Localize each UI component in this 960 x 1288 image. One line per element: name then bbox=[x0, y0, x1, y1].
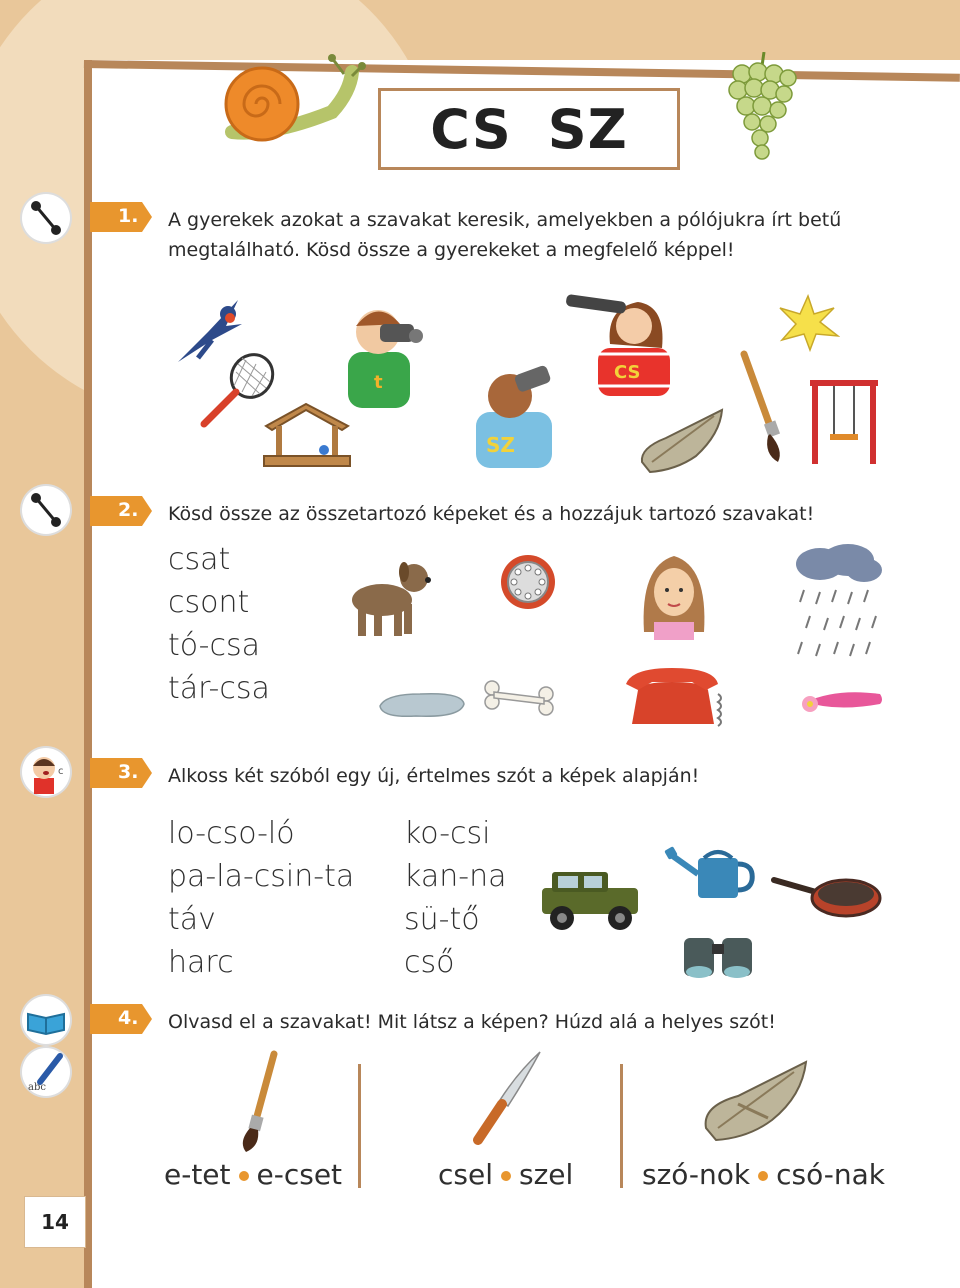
choice-word-ecset[interactable]: e-cset bbox=[256, 1158, 343, 1191]
word-tar-csa: tár-csa bbox=[168, 671, 270, 706]
frame-left-line bbox=[84, 60, 92, 1288]
task4-text: Olvasd el a szavakat! Mit látsz a képen? Húzd alá a helyes szót! bbox=[168, 1011, 776, 1033]
task-number-badge bbox=[90, 758, 154, 788]
task3-text: Alkoss két szóból egy új, értelmes szót a képek alapján! bbox=[168, 765, 700, 787]
task3-word-column-1 bbox=[168, 812, 354, 984]
word-tav: táv bbox=[168, 902, 216, 937]
word-kanna: kan-na bbox=[404, 859, 507, 894]
column-divider bbox=[358, 1064, 361, 1188]
task1-text-line1: A gyerekek azokat a szavakat keresik, amelyekben a pólójukra írt betű bbox=[168, 209, 842, 231]
word-csat: csat bbox=[168, 542, 231, 577]
swing-icon bbox=[804, 376, 884, 464]
separator-dot bbox=[501, 1171, 511, 1181]
column-divider bbox=[620, 1064, 623, 1188]
watering-can-icon bbox=[664, 844, 756, 900]
choice-word-szel[interactable]: szel bbox=[519, 1158, 574, 1191]
book-icon bbox=[22, 996, 70, 1044]
task-number-badge bbox=[90, 1004, 154, 1034]
choice-word-csel[interactable]: csel bbox=[438, 1158, 493, 1191]
separator-dot bbox=[758, 1171, 768, 1181]
bird-feeder-icon bbox=[258, 400, 354, 472]
binoculars-icon bbox=[678, 924, 760, 980]
task-number: 2. bbox=[118, 499, 139, 521]
word-to-csa: tó-csa bbox=[168, 628, 261, 663]
task3-instruction bbox=[168, 761, 699, 791]
word-harc: harc bbox=[168, 945, 234, 980]
task1-instruction bbox=[168, 205, 841, 265]
shirt-letter-cs: CS bbox=[614, 362, 641, 383]
word-locsolo: lo-cso-ló bbox=[168, 816, 295, 851]
rowing-boat-icon bbox=[698, 1056, 812, 1144]
choice-word-csonak[interactable]: csó-nak bbox=[776, 1158, 885, 1191]
task2-instruction bbox=[168, 499, 814, 529]
choice-pair-3 bbox=[642, 1158, 885, 1191]
rotary-dial-icon bbox=[498, 552, 558, 612]
task-number-badge bbox=[90, 202, 154, 232]
task1-text-line2: megtalálható. Kösd össze a gyerekeket a megfelelő képpel! bbox=[168, 239, 735, 261]
rain-cloud-icon bbox=[790, 542, 886, 666]
svg-text:abc: abc bbox=[28, 1082, 46, 1093]
hair-clip-icon bbox=[796, 684, 886, 714]
shirt-letter-t: t bbox=[374, 372, 383, 393]
puddle-icon bbox=[376, 688, 468, 722]
task3-word-column-2 bbox=[404, 812, 506, 984]
boy-t-binoculars bbox=[340, 296, 426, 408]
task-number-badge bbox=[90, 496, 154, 526]
choice-pair-1 bbox=[164, 1158, 342, 1191]
task-number: 3. bbox=[118, 761, 139, 783]
title-sz: SZ bbox=[547, 97, 628, 161]
rowing-boat-icon bbox=[636, 404, 728, 476]
speaking-child-icon bbox=[22, 748, 70, 796]
snail-icon bbox=[212, 52, 372, 142]
word-kocsi: ko-csi bbox=[404, 816, 491, 851]
page-number: 14 bbox=[24, 1196, 86, 1248]
girl-cs-telescope bbox=[566, 288, 676, 396]
choice-pair-2 bbox=[438, 1158, 573, 1191]
task4-instruction bbox=[168, 1007, 776, 1037]
boy-sz-binoculars bbox=[472, 360, 562, 468]
separator-dot bbox=[239, 1171, 249, 1181]
choice-word-etet[interactable]: e-tet bbox=[164, 1158, 231, 1191]
frying-pan-icon bbox=[770, 870, 882, 920]
grapes-icon bbox=[728, 52, 798, 162]
task-number: 1. bbox=[118, 205, 139, 227]
page-title bbox=[378, 88, 680, 170]
shirt-letter-sz: SZ bbox=[486, 433, 515, 457]
task-number: 4. bbox=[118, 1007, 139, 1029]
word-csont: csont bbox=[168, 585, 250, 620]
pen-icon bbox=[22, 1048, 70, 1096]
connect-icon bbox=[22, 486, 70, 534]
bone-icon bbox=[482, 678, 556, 718]
title-cs: CS bbox=[430, 97, 512, 161]
telephone-icon bbox=[622, 664, 742, 728]
choice-word-szonok[interactable]: szó-nok bbox=[642, 1158, 751, 1191]
dog-icon bbox=[344, 556, 436, 640]
word-palacsinta: pa-la-csin-ta bbox=[168, 859, 355, 894]
word-suto: sü-tő bbox=[404, 902, 480, 937]
girl-portrait-icon bbox=[634, 546, 714, 640]
paintbrush-icon bbox=[734, 350, 790, 462]
paintbrush-icon bbox=[228, 1050, 288, 1154]
jeep-icon bbox=[538, 866, 644, 932]
star-icon bbox=[776, 294, 840, 352]
task2-word-list bbox=[168, 538, 270, 710]
word-cso: cső bbox=[404, 945, 455, 980]
connect-icon bbox=[22, 194, 70, 242]
task2-text: Kösd össze az összetartozó képeket és a hozzájuk tartozó szavakat! bbox=[168, 503, 815, 525]
svg-text:c: c bbox=[58, 766, 64, 777]
knife-icon bbox=[468, 1048, 548, 1148]
